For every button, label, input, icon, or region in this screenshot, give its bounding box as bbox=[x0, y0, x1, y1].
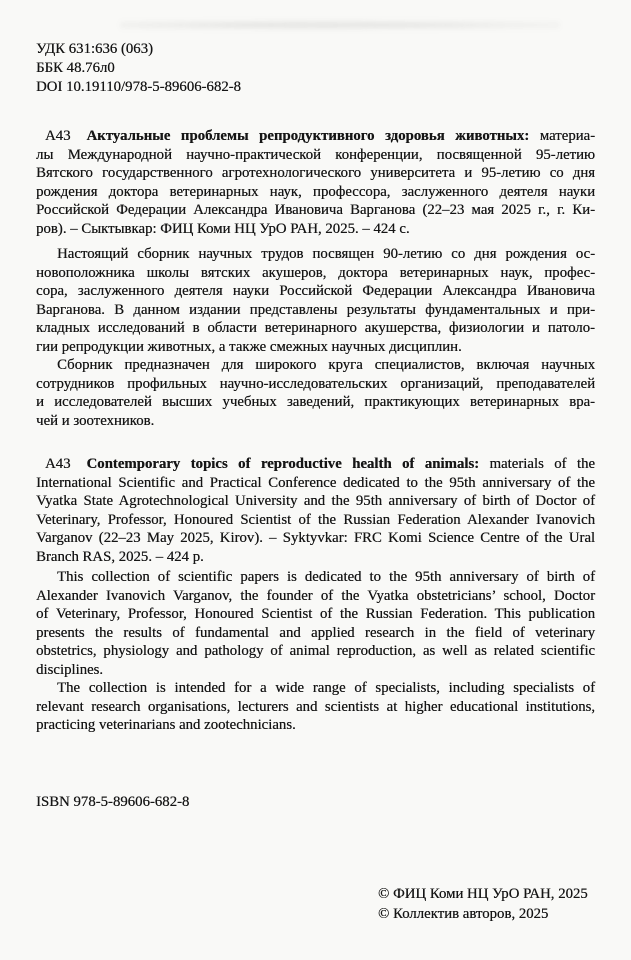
russian-record-title: Актуальные проблемы репродуктивного здоровья животных: bbox=[86, 128, 530, 144]
copyright-block bbox=[378, 884, 595, 924]
text-line: Vyatka State Agrotechnological University and the 95th anniversary of birth of Doctor of bbox=[36, 493, 595, 509]
udk-code: УДК 631:636 (063) bbox=[36, 41, 153, 57]
english-record-code: A43 bbox=[45, 456, 71, 472]
text-line: ров). – Сыктывкар: ФИЦ Коми НЦ УрО РАН, 2025. – 424 с. bbox=[36, 220, 410, 237]
english-annotation-paragraph bbox=[36, 568, 595, 679]
isbn-number: ISBN 978-5-89606-682-8 bbox=[36, 793, 190, 810]
text-line: Veterinary, Professor, Honoured Scientist of the Russian Federation Alexander Ivanovich bbox=[36, 511, 595, 528]
english-record-first-line-rest: materials of the bbox=[489, 456, 595, 472]
english-catalog-record bbox=[36, 455, 595, 566]
russian-record-first-line bbox=[36, 127, 595, 146]
text-line: of Veterinary, Professor, Honoured Scientist of the Russian Federation. This publication bbox=[36, 606, 595, 622]
text-line: кладных исследований в области ветеринарного акушерства, физиологии и патоло- bbox=[36, 320, 595, 336]
text-line: disciplines. bbox=[36, 661, 103, 678]
bbk-code: ББК 48.76л0 bbox=[36, 60, 115, 76]
text-line: рождения доктора ветеринарных наук, профессора, заслуженного деятеля науки bbox=[36, 183, 595, 200]
text-line: relevant research organisations, lecturers and scientists at higher educational institutions, bbox=[36, 698, 595, 715]
text-line: лы Международной научно-практической конференции, посвященной 95-летию bbox=[36, 146, 595, 163]
text-line: Настоящий сборник научных трудов посвящен 90-летию со дня рождения ос- bbox=[57, 246, 595, 262]
text-line: Вятского государственного агротехнологического университета и 95-летию со дня bbox=[36, 165, 595, 181]
bibliographic-codes bbox=[36, 40, 595, 97]
russian-record-code: А43 bbox=[45, 128, 71, 144]
copyright-authors: © Коллектив авторов, 2025 bbox=[378, 905, 549, 922]
english-audience-paragraph bbox=[36, 679, 595, 735]
russian-annotation-paragraph bbox=[36, 245, 595, 356]
russian-record-first-line-rest: материа- bbox=[539, 128, 596, 144]
text-line: This collection of scientific papers is dedicated to the 95th anniversary of birth of bbox=[57, 569, 595, 585]
english-record-lines bbox=[36, 474, 595, 567]
russian-record-lines bbox=[36, 146, 595, 239]
text-line: Варганова. В данном издании представлены результаты фундаментальных и при- bbox=[36, 301, 595, 318]
text-line: сора, заслуженного деятеля науки Российской Федерации Александра Ивановича bbox=[36, 283, 595, 299]
doi-code: DOI 10.19110/978-5-89606-682-8 bbox=[36, 79, 241, 95]
text-line: The collection is intended for a wide range of specialists, including specialists of bbox=[57, 680, 595, 696]
text-line: Alexander Ivanovich Varganov, the founder of the Vyatka obstetricians’ school, Doctor bbox=[36, 587, 595, 604]
text-line: Branch RAS, 2025. – 424 p. bbox=[36, 548, 204, 565]
text-line: гии репродукции животных, а также смежных научных дисциплин. bbox=[36, 338, 462, 355]
text-line: чей и зоотехников. bbox=[36, 412, 155, 429]
copyright-publisher: © ФИЦ Коми НЦ УрО РАН, 2025 bbox=[378, 885, 588, 902]
russian-audience-paragraph bbox=[36, 356, 595, 430]
text-line: новоположника школы вятских акушеров, доктора ветеринарных наук, профес- bbox=[36, 264, 595, 281]
english-record-first-line bbox=[36, 455, 595, 474]
text-line: сотрудников профильных научно-исследовательских организаций, преподавателей bbox=[36, 375, 595, 392]
text-line: obstetrics, physiology and pathology of animal reproduction, as well as related scientific bbox=[36, 643, 595, 659]
english-record-title: Contemporary topics of reproductive health of animals: bbox=[86, 456, 480, 472]
text-line: practicing veterinarians and zootechnicians. bbox=[36, 717, 296, 733]
text-line: International Scientific and Practical Conference dedicated to the 95th anniversary of the bbox=[36, 474, 595, 491]
text-line: Российской Федерации Александра Ивановича Варганова (22–23 мая 2025 г., г. Ки- bbox=[36, 202, 595, 218]
text-line: и исследователей высших учебных заведений, практикующих ветеринарных вра- bbox=[36, 394, 595, 410]
text-line: presents the results of fundamental and applied research in the field of veterinary bbox=[36, 624, 595, 641]
text-line: Сборник предназначен для широкого круга специалистов, включая научных bbox=[57, 357, 595, 373]
text-line: Varganov (22–23 May 2025, Kirov). – Syktyvkar: FRC Komi Science Centre of the Ural bbox=[36, 530, 595, 546]
russian-catalog-record bbox=[36, 127, 595, 238]
